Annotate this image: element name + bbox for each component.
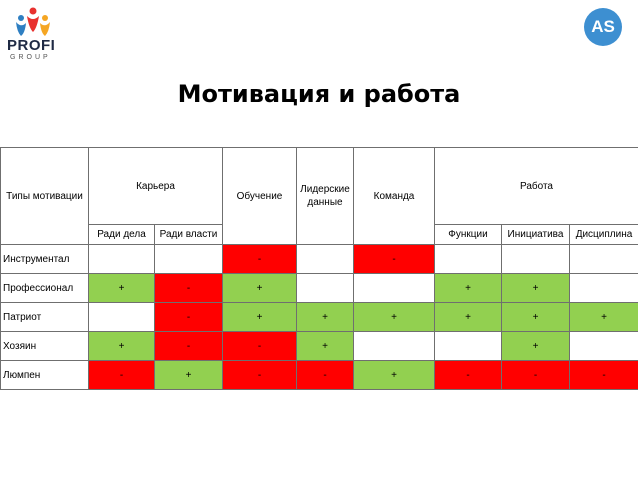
table-cell: + — [155, 361, 223, 390]
table-cell: - — [155, 332, 223, 361]
people-logo-icon — [13, 6, 53, 38]
table-cell: + — [570, 303, 638, 332]
table-row — [1, 245, 638, 274]
table-cell: + — [502, 332, 570, 361]
table-row — [1, 274, 638, 303]
table-cell — [155, 245, 223, 274]
table-cell: + — [502, 303, 570, 332]
table-cell: + — [297, 332, 354, 361]
header-learning: Обучение — [223, 148, 297, 245]
table-cell — [297, 274, 354, 303]
header-leadership: Лидерские данные — [297, 148, 354, 245]
table-cell: + — [297, 303, 354, 332]
table-cell — [570, 274, 638, 303]
table-cell: + — [223, 274, 297, 303]
table-cell: - — [570, 361, 638, 390]
table-cell: + — [354, 303, 435, 332]
profi-group-logo — [3, 6, 73, 66]
table-cell: - — [354, 245, 435, 274]
as-logo: AS — [584, 8, 622, 46]
subheader-functions: Функции — [435, 225, 502, 245]
logo-brand-text: PROFI — [7, 37, 56, 54]
header-team: Команда — [354, 148, 435, 245]
page-title: Мотивация и работа — [177, 80, 461, 108]
motivation-table — [0, 147, 638, 390]
table-cell: - — [435, 361, 502, 390]
table-cell — [89, 245, 155, 274]
table-cell: - — [89, 361, 155, 390]
subheader-for-power: Ради власти — [155, 225, 223, 245]
row-label: Люмпен — [1, 361, 89, 390]
table-cell: - — [155, 303, 223, 332]
table-cell: + — [435, 274, 502, 303]
table-cell: + — [223, 303, 297, 332]
row-label: Инструментал — [1, 245, 89, 274]
table-cell: - — [297, 361, 354, 390]
table-cell: - — [155, 274, 223, 303]
table-cell: + — [89, 274, 155, 303]
logo-sub-text: GROUP — [10, 54, 51, 61]
table-cell — [435, 245, 502, 274]
table-cell: - — [223, 332, 297, 361]
table-cell — [435, 332, 502, 361]
table-cell: - — [502, 361, 570, 390]
table-row — [1, 361, 638, 390]
header-work: Работа — [435, 148, 638, 225]
table-cell: - — [223, 245, 297, 274]
table-cell: + — [89, 332, 155, 361]
table-cell — [89, 303, 155, 332]
row-label: Патриот — [1, 303, 89, 332]
subheader-discipline: Дисциплина — [570, 225, 638, 245]
table-cell — [297, 245, 354, 274]
table-cell: + — [502, 274, 570, 303]
table-row — [1, 332, 638, 361]
table-cell — [570, 332, 638, 361]
table-cell — [354, 332, 435, 361]
table-cell — [502, 245, 570, 274]
subheader-initiative: Инициатива — [502, 225, 570, 245]
row-label: Хозяин — [1, 332, 89, 361]
table-cell: - — [223, 361, 297, 390]
table-cell — [570, 245, 638, 274]
table-cell — [354, 274, 435, 303]
header-career: Карьера — [89, 148, 223, 225]
header-motivation-types: Типы мотивации — [1, 148, 89, 245]
subheader-for-cause: Ради дела — [89, 225, 155, 245]
table-cell: + — [354, 361, 435, 390]
table-cell: + — [435, 303, 502, 332]
table-row — [1, 303, 638, 332]
row-label: Профессионал — [1, 274, 89, 303]
